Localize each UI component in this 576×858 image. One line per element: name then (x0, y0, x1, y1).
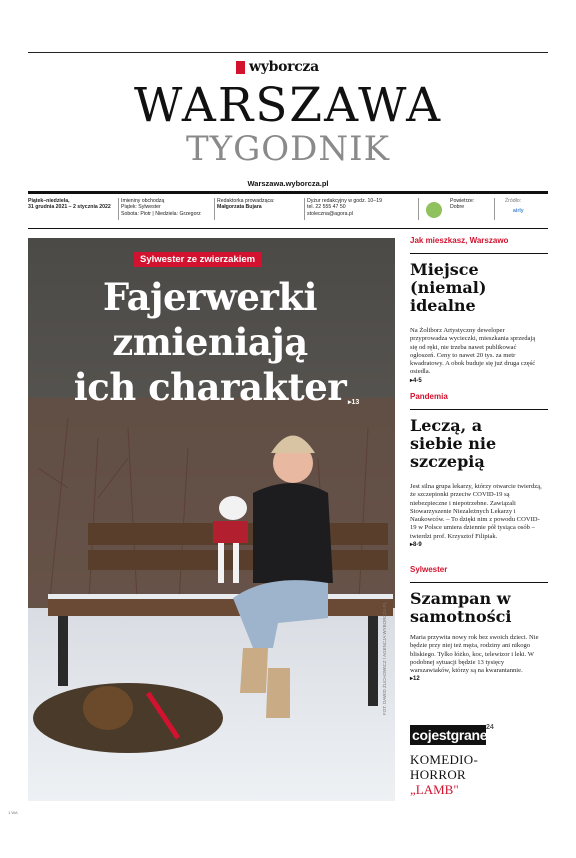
story-headline: Miejsce (niemal) idealne (410, 260, 487, 315)
separator (494, 198, 495, 220)
air-source (505, 198, 545, 222)
name-days-fri: Piątek: Sylwester (121, 204, 161, 211)
story-headline: Szampan w samotności (410, 589, 512, 626)
section-label: Jak mieszkasz, Warszawo (410, 236, 509, 245)
page-mark: 1 WA (8, 810, 18, 815)
wyborcza-logo[interactable] (236, 59, 319, 75)
issue-date (28, 198, 116, 222)
infobar-rule (28, 228, 548, 229)
air-label: Powietrze: (450, 198, 475, 204)
story-body: Maria przywita nowy rok bez swoich dzieci. Nie będzie przy niej też męża, rodziny ani nikogo bliskiego. Tylko łóżko, koc, telewizor i leki. W podobnej sytuacji będzie 13 tysięcy warszawiaków, którzy są na kwarantannie. (410, 634, 539, 675)
cover-section-tag[interactable]: Sylwester ze zwierzakiem (134, 252, 261, 267)
air-quality-icon (426, 202, 442, 218)
masthead-title: WARSZAWA (133, 78, 443, 133)
airly-logo: airly (513, 208, 524, 215)
sidebar-story-3[interactable] (410, 565, 548, 682)
story-body: Jest silna grupa lekarzy, którzy otwarcie twierdzą, że szczepionki przeciw COVID-19 są niebezpieczne i niepotrzebne. Zawiązali Stowarzyszenie Niezależnych Lekarzy i Naukowców. – To dzięki nim z powodu COVID-19 w Polsce umiera dziennie pół tysiąca osób – twierdzi prof. Krzysztof Filipiak. (410, 483, 542, 540)
headline-line-2: zmieniają (112, 320, 308, 364)
editor-label: Redaktorka prowadząca: (217, 198, 275, 204)
story-headline: Leczą, a siebie nie szczepią (410, 416, 497, 471)
sidebar-story-1[interactable] (410, 236, 550, 384)
air-quality (450, 198, 490, 222)
cojestgrane-logo[interactable]: cojestgrane (412, 727, 488, 743)
photo-credit: FOT. DAWID ŻUCHOWICZ / AGENCJA WYBORCZA.PL (382, 601, 387, 715)
separator (304, 198, 305, 220)
promo-title[interactable]: „LAMB" (410, 782, 459, 797)
story-page-ref: ▸4-5 (410, 377, 422, 384)
editor-info (217, 198, 303, 222)
story-page-ref: ▸8-9 (410, 542, 422, 549)
separator (118, 198, 119, 220)
section-rule (410, 253, 548, 254)
section-rule (410, 409, 548, 410)
promo-line-2: HORROR (410, 767, 466, 782)
info-bar (28, 198, 548, 224)
separator (418, 198, 419, 220)
name-days-label: Imieniny obchodzą (121, 198, 165, 204)
top-rule (28, 52, 548, 53)
editor-name: Małgorzata Bujara (217, 204, 262, 211)
air-value: Dobre (450, 204, 465, 211)
promo-headline[interactable] (410, 752, 478, 782)
contact-info (307, 198, 417, 222)
section-rule (410, 582, 548, 583)
name-days (121, 198, 213, 222)
story-body: Na Żoliborz Artystyczny deweloper przyprowadza wycieczki, mieszkania sprzedają się od ręki, nie trzeba nawet publikować ogłoszeń. Ceny to nawet 20 tys. za metr kwadratowy. A obok buduje się już druga część osiedla. (410, 327, 536, 376)
phone-number[interactable]: tel. 22 555 47 50 (307, 204, 346, 211)
source-label: Źródło: (505, 198, 522, 204)
name-days-weekend: Sobota: Piotr | Niedziela: Grzegorz (121, 210, 201, 217)
brand-name: wyborcza (249, 59, 319, 75)
cojestgrane-logo-suffix: 24 (486, 724, 494, 731)
masthead-rule (28, 191, 548, 194)
story-page-ref: ▸12 (410, 676, 420, 683)
date-line-2: 31 grudnia 2021 – 2 stycznia 2022 (28, 204, 111, 211)
masthead-subtitle: TYGODNIK (186, 129, 390, 169)
sidebar-story-2[interactable] (410, 392, 548, 548)
date-line-1: Piątek–niedziela, (28, 198, 70, 204)
email-address[interactable]: stoleczna@agora.pl (307, 210, 353, 217)
site-url[interactable]: Warszawa.wyborcza.pl (247, 179, 329, 188)
cover-headline[interactable] (40, 275, 380, 410)
duty-label: Dyżur redakcyjny w godz. 10–19 (307, 198, 382, 204)
headline-line-3: ich charakter (73, 365, 347, 409)
section-label: Sylwester (410, 565, 448, 574)
section-label: Pandemia (410, 392, 448, 401)
headline-line-1: Fajerwerki (102, 275, 318, 319)
promo-line-1: KOMEDIO- (410, 752, 479, 767)
cover-page-ref: ▸13 (348, 399, 360, 406)
separator (214, 198, 215, 220)
brand-square-icon (236, 61, 245, 74)
